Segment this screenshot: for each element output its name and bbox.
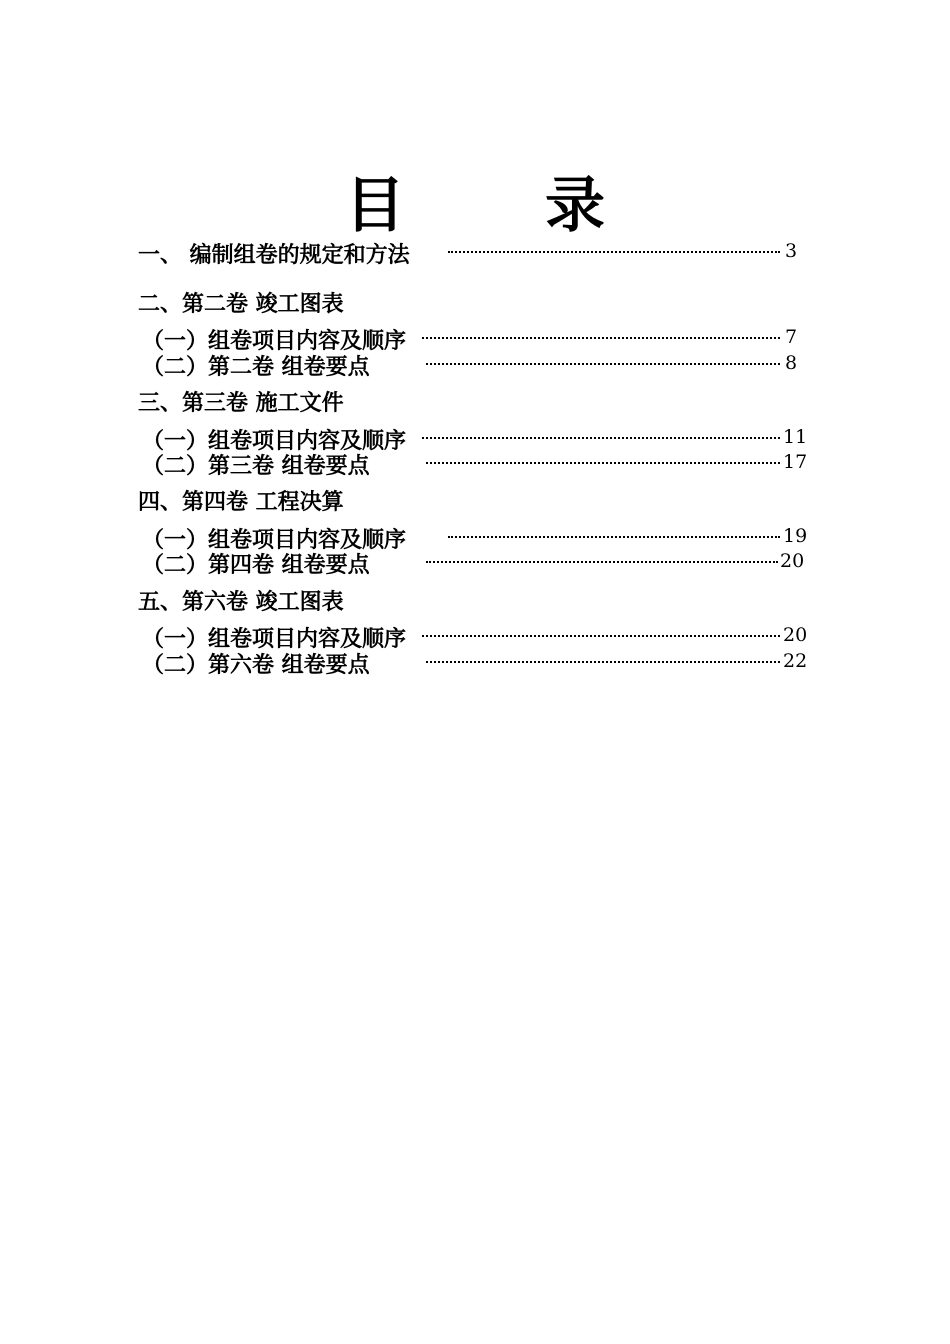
toc-entry[interactable] xyxy=(0,548,950,576)
toc-entry[interactable] xyxy=(0,238,950,266)
leader-dots xyxy=(422,437,780,439)
toc-entry-label: 一、 编制组卷的规定和方法 xyxy=(138,243,410,268)
toc-entry[interactable] xyxy=(0,648,950,676)
toc-page-number: 17 xyxy=(783,451,808,473)
leader-dots xyxy=(426,363,780,365)
title-char-left: 目 xyxy=(345,171,405,241)
toc-section-heading[interactable]: 四、第四卷 工程决算 xyxy=(138,490,344,515)
toc-entry-label: （一）组卷项目内容及顺序 xyxy=(142,329,407,354)
toc-section-heading[interactable]: 二、第二卷 竣工图表 xyxy=(138,292,344,317)
toc-entry-label: （二）第六卷 组卷要点 xyxy=(142,653,370,678)
leader-dots xyxy=(422,337,780,339)
toc-entry[interactable] xyxy=(0,350,950,378)
leader-dots xyxy=(448,536,780,538)
toc-entry-label: （二）第三卷 组卷要点 xyxy=(142,454,370,479)
toc-page-number: 8 xyxy=(785,352,798,374)
toc-entry[interactable] xyxy=(0,324,950,352)
page-title xyxy=(0,158,950,244)
toc-page-number: 11 xyxy=(783,426,808,448)
leader-dots xyxy=(426,661,780,663)
toc-page-number: 20 xyxy=(780,550,805,572)
toc-page-number: 19 xyxy=(783,525,808,547)
toc-page-number: 20 xyxy=(783,624,808,646)
leader-dots xyxy=(448,251,780,253)
toc-entry[interactable] xyxy=(0,622,950,650)
toc-section-heading[interactable]: 五、第六卷 竣工图表 xyxy=(138,590,344,615)
toc-entry[interactable] xyxy=(0,449,950,477)
title-char-right: 录 xyxy=(545,171,605,241)
toc-entry[interactable] xyxy=(0,523,950,551)
leader-dots xyxy=(422,635,780,637)
leader-dots xyxy=(426,561,778,563)
toc-page-number: 7 xyxy=(785,326,798,348)
toc-entry-label: （一）组卷项目内容及顺序 xyxy=(142,528,407,553)
toc-entry-label: （二）第四卷 组卷要点 xyxy=(142,553,370,578)
toc-page-number: 3 xyxy=(785,240,798,262)
toc-page-number: 22 xyxy=(783,650,808,672)
toc-entry-label: （一）组卷项目内容及顺序 xyxy=(142,429,407,454)
toc-entry-label: （二）第二卷 组卷要点 xyxy=(142,355,370,380)
toc-entry-label: （一）组卷项目内容及顺序 xyxy=(142,627,407,652)
toc-section-heading[interactable]: 三、第三卷 施工文件 xyxy=(138,391,344,416)
leader-dots xyxy=(426,462,780,464)
toc-entry[interactable] xyxy=(0,424,950,452)
